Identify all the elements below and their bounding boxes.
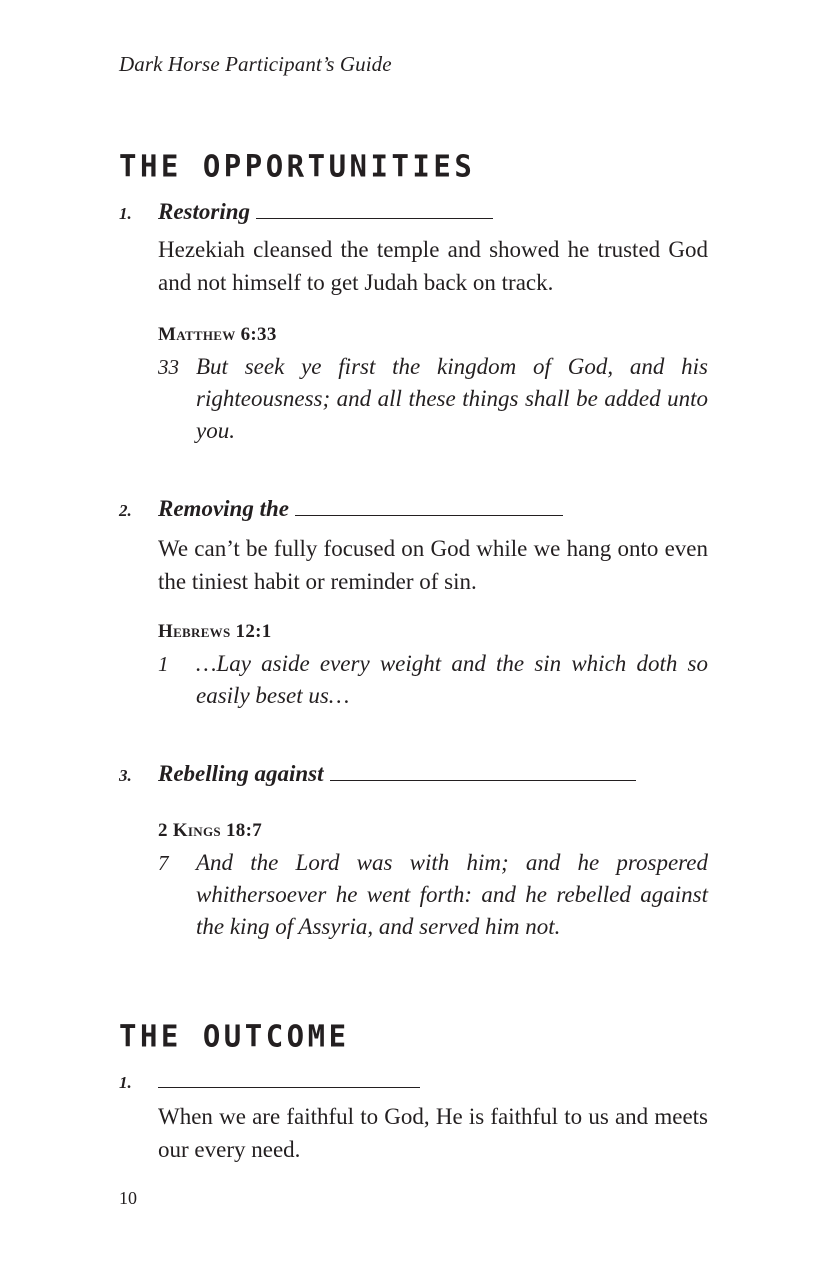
fill-in-blank[interactable] [295,495,563,516]
item-prompt: Restoring [158,199,251,224]
item-body: We can’t be fully focused on God while we hang onto even the tiniest habit or reminder of sin. [158,536,708,594]
item-body: When we are faithful to God, He is faithful to us and meets our every need. [158,1104,708,1162]
verse-number: 1 [158,652,169,676]
verse-text: But seek ye first the kingdom of God, and his righteousness; and all these things shall be added unto you. [196,354,708,443]
verse-number: 7 [158,851,169,875]
item-number: 2. [119,501,132,520]
item-heading [119,495,563,522]
item-body: Hezekiah cleansed the temple and showed he trusted God and not himself to get Judah back on track. [158,237,708,295]
item-number: 1. [119,204,132,223]
item-prompt: Rebelling against [158,761,324,786]
scripture-verse [158,648,708,712]
section-title-outcome: THE OUTCOME [119,1018,350,1054]
scripture-reference: 2 Kings 18:7 [158,820,262,841]
scripture-verse [158,351,708,447]
section-title-opportunities: THE OPPORTUNITIES [119,148,476,184]
verse-text: …Lay aside every weight and the sin which doth so easily beset us… [196,651,708,708]
verse-number: 33 [158,355,179,379]
scripture-verse [158,847,708,943]
fill-in-blank[interactable] [256,198,493,219]
page-number: 10 [119,1188,137,1208]
item-heading [119,1067,420,1094]
fill-in-blank[interactable] [330,760,636,781]
scripture-reference: Hebrews 12:1 [158,621,272,642]
item-heading [119,198,493,225]
item-number: 1. [119,1073,132,1092]
item-prompt: Removing the [158,496,289,521]
scripture-reference: Matthew 6:33 [158,324,277,345]
item-number: 3. [119,766,132,785]
running-head: Dark Horse Participant’s Guide [119,52,392,76]
item-heading [119,760,636,787]
verse-text: And the Lord was with him; and he prospered whithersoever he went forth: and he rebelled against the king of Assyria, and served him not. [196,850,708,939]
fill-in-blank[interactable] [158,1067,420,1088]
